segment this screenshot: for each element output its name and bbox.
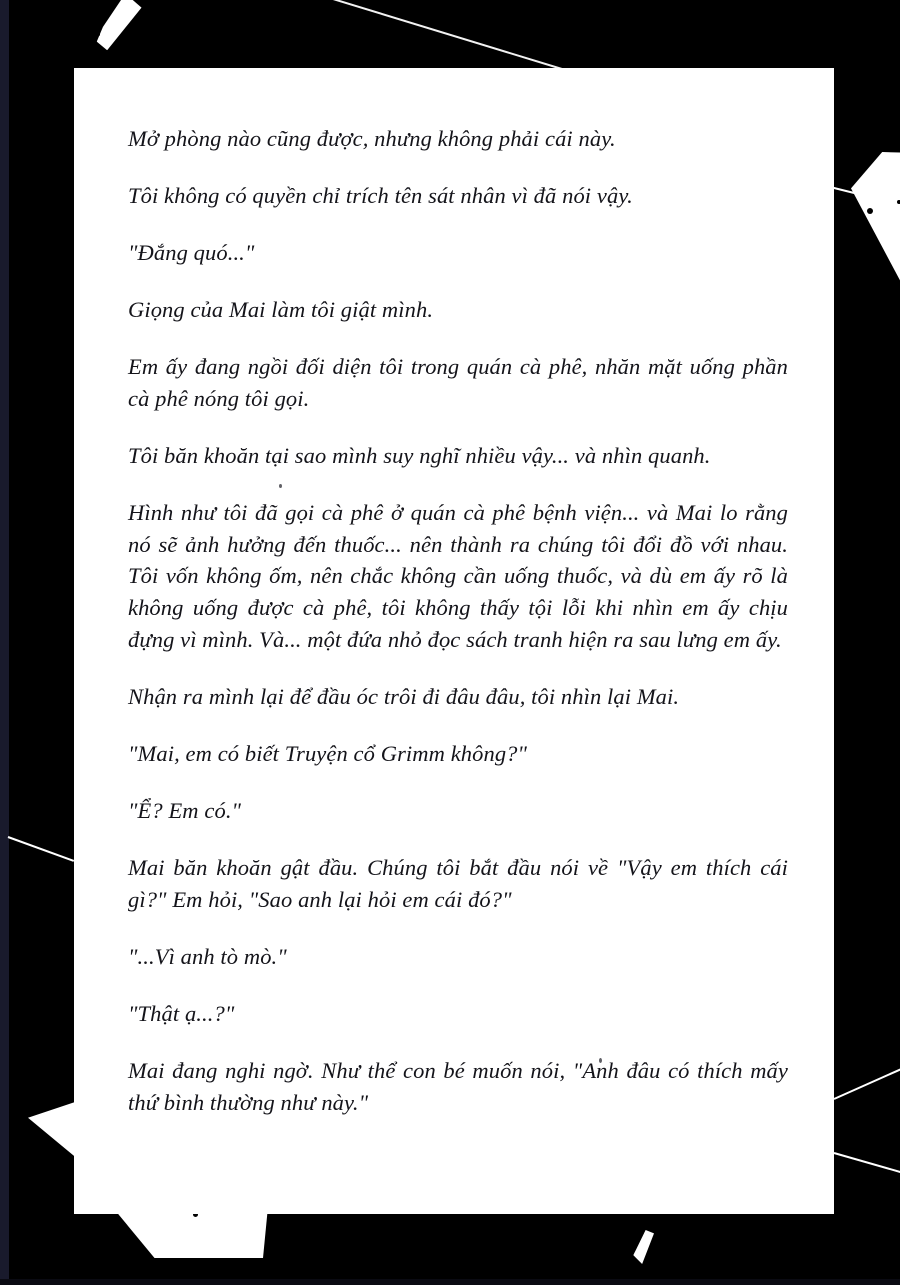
top-left-shard-dot bbox=[97, 33, 100, 36]
story-paragraph: Em ấy đang ngồi đối diện tôi trong quán cà phê, nhăn mặt uống phần cà phê nóng tôi gọi. bbox=[128, 353, 788, 411]
top-diagonal-hairline bbox=[333, 0, 568, 72]
left-edge-strip bbox=[0, 0, 9, 1285]
story-paragraph: Mai băn khoăn gật đầu. Chúng tôi bắt đầu nói về "Vậy em thích cái gì?" Em hỏi, "Sao anh lại hỏi em cái đó?" bbox=[128, 855, 788, 912]
left-diagonal-hairline bbox=[8, 836, 74, 862]
right-speckled-shard bbox=[851, 152, 900, 292]
top-left-quill-shard bbox=[85, 0, 143, 51]
story-text-body bbox=[128, 123, 788, 1119]
story-paragraph: Tôi băn khoăn tại sao mình suy nghĩ nhiều vậy... và nhìn quanh. bbox=[128, 442, 711, 468]
story-paragraph: "Đắng quó..." bbox=[128, 239, 255, 265]
story-paragraph: "...Vì anh tò mò." bbox=[128, 943, 287, 969]
story-paragraph: Hình như tôi đã gọi cà phê ở quán cà phê bệnh viện... và Mai lo rằng nó sẽ ảnh hưởng đến thuốc... nên thành ra chúng tôi đổi đồ với nhau. Tôi vốn không ốm, nên chắc không cần uống thuốc, và dù em ấy rõ là không uống được cà phê, tôi không thấy tội lỗi khi nhìn em ấy chịu đựng vì mình. Và... một đứa nhỏ đọc sách tranh hiện ra sau lưng em ấy. bbox=[128, 499, 788, 653]
bottom-right-hairline-upper bbox=[834, 1066, 900, 1100]
bottom-edge-strip bbox=[0, 1279, 900, 1285]
story-paragraph: "Thật ạ...?" bbox=[128, 1000, 235, 1026]
story-paragraph: Nhận ra mình lại để đầu óc trôi đi đâu đâu, tôi nhìn lại Mai. bbox=[128, 684, 680, 710]
story-paragraph: "Mai, em có biết Truyện cổ Grimm không?" bbox=[128, 741, 528, 767]
bottom-right-hairline-lower bbox=[834, 1152, 900, 1176]
story-paragraph: Giọng của Mai làm tôi giật mình. bbox=[128, 296, 434, 322]
story-text-panel bbox=[74, 68, 834, 1214]
bottom-center-small-shard bbox=[632, 1230, 654, 1264]
story-paragraph: Mở phòng nào cũng được, nhưng không phải cái này. bbox=[128, 126, 616, 151]
story-paragraph: Tôi không có quyền chỉ trích tên sát nhân vì đã nói vậy. bbox=[128, 182, 633, 208]
story-paragraph: "Ể? Em có." bbox=[128, 798, 242, 824]
story-paragraph: Mai đang nghi ngờ. Như thể con bé muốn nói, "Anh đâu có thích mấy thứ bình thường như này." bbox=[128, 1057, 788, 1115]
